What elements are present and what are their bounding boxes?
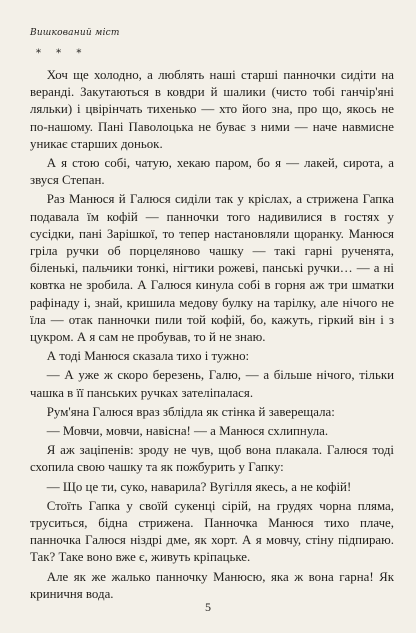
- paragraph: Але як же жалько панночку Манюсю, яка ж вона гарна! Як криничня вода.: [30, 569, 394, 601]
- paragraph: — А уже ж скоро березень, Галю, — а більше нічого, тільки чашка в її панських ручках зателіпалася.: [30, 368, 394, 400]
- paragraph: А я стою собі, чатую, хекаю паром, бо я — лакей, сирота, а звуся Степан.: [30, 156, 394, 188]
- paragraph: Раз Манюся й Галюся сиділи так у кріслах, а стрижена Гапка подавала їм кофій — панночки того надивилися в гостях у сусідки, пані Зарішкої, то тепер настановляли щоранку. Манюся гріла ручки об порцеляново чашку — такі гарні рученята, біленькі, пальчики тонкі, нігтики рожеві, панські ручки… — а ні ковтка не зробила. А Галюся кинула собі в горня аж три шматки рафінаду і, знай, кришила медову булку на тарілку, але нічого не їла — отак панночки пили той кофій, бо, кажуть, гіркий він і з цукром. А я сам не пробував, то й не знаю.: [30, 192, 394, 345]
- body-text: [30, 67, 394, 603]
- section-separator: * * *: [36, 48, 88, 59]
- running-head: Вишкований міст: [30, 28, 120, 38]
- page-number: 5: [205, 600, 211, 614]
- paragraph: — Мовчи, мовчи, навісна! — а Манюся схлипнула.: [46, 424, 329, 439]
- paragraph: — Що це ти, суко, наварила? Вугілля якесь, а не кофій!: [46, 479, 352, 494]
- paragraph: Стоїть Гапка у своїй сукенці сірій, на грудях чорна пляма, труситься, бідна стрижена. Панночка Манюся тихо плаче, панночка Галюся ніздрі дме, як хорт. А я мовчу, стіну підпираю. Так? Таке воно вже є, живуть кріпацьке.: [30, 498, 394, 565]
- paragraph: Хоч ще холодно, а люблять наші старші панночки сидіти на веранді. Закутаються в ковдри й шалики (чисто тобі ганчір'яні ляльки) і цвірінчать тихенько — хто його зна, про що, якось не по-нашому. Пані Паволоцька не буває з ними — наче навмисне уникає старших доньок.: [30, 68, 394, 151]
- paragraph: Рум'яна Галюся враз зблідла як стінка й заверещала:: [46, 404, 335, 419]
- paragraph: Я аж заціпенів: зроду не чув, щоб вона плакала. Галюся тоді схопила свою чашку та як пожбурить у Гапку:: [30, 443, 394, 475]
- paragraph: А тоді Манюся сказала тихо і тужно:: [46, 349, 250, 364]
